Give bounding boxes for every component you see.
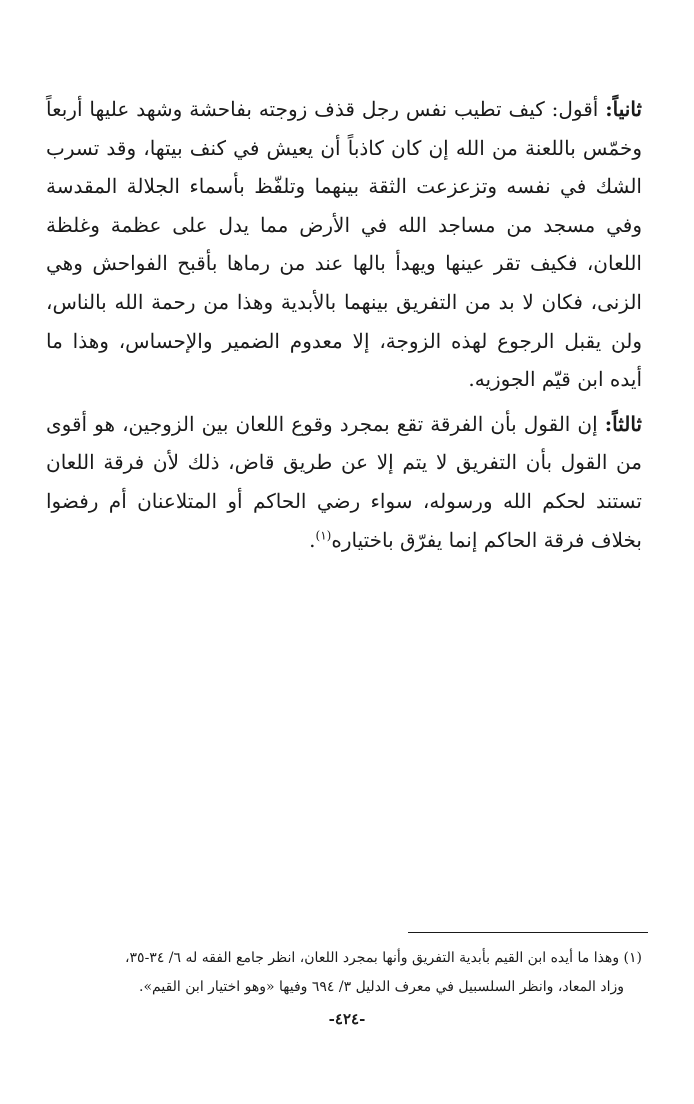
footnote-separator: [408, 932, 648, 933]
paragraph-end: .: [309, 527, 316, 552]
main-text: [46, 90, 642, 565]
paragraph-second: [46, 90, 642, 399]
footnote-line: وزاد المعاد، وانظر السلسبيل في معرف الدليل ٣/ ٦٩٤ وفيها «وهو اختيار ابن القيم».: [139, 979, 624, 995]
paragraph-heading: ثانياً:: [605, 97, 642, 121]
paragraph-third: [46, 405, 642, 559]
footnotes: [40, 944, 642, 1002]
footnote-line: (١) وهذا ما أيده ابن القيم بأبدية التفريق وأنها بمجرد اللعان، انظر جامع الفقه له ٦/ ٣٤-٣٥،: [124, 950, 642, 966]
footnote-reference: (١): [315, 527, 332, 542]
paragraph-heading: ثالثاً:: [604, 411, 642, 436]
page-number: -٤٢٤-: [328, 1010, 366, 1028]
paragraph-body: أقول: كيف تطيب نفس رجل قذف زوجته بفاحشة وشهد عليها أربعاً وخمّس باللعنة من الله إن كان كاذباً أن يعيش في كنف بيتها، وقد تسرب الشك في نفسه وتزعزعت الثقة بينهما وتلفّظ بأسماء الجلالة المقدسة وفي مسجد من مساجد الله في الأرض مما يدل على عظمة وغلظة اللعان، فكيف تقر عينها ويهدأ بالها عند من رماها بأقبح الفواحش وهي الزنى، فكان لا بد من التفريق بينهما بالأبدية وهذا من رحمة الله بالناس، ولن يقبل الرجوع لهذه الزوجة، إلا معدوم الضمير والإحساس، وهذا ما أيده ابن قيّم الجوزيه.: [46, 97, 643, 392]
paragraph-body: إن القول بأن الفرقة تقع بمجرد وقوع اللعان بين الزوجين، هو أقوى من القول بأن التفريق لا يتم إلا عن طريق قاض، ذلك لأن فرقة اللعان تستند لحكم الله ورسوله، سواء رضي الحاكم أو المتلاعنان أم رفضوا بخلاف فرقة الحاكم إنما يفرّق باختياره: [46, 411, 642, 552]
